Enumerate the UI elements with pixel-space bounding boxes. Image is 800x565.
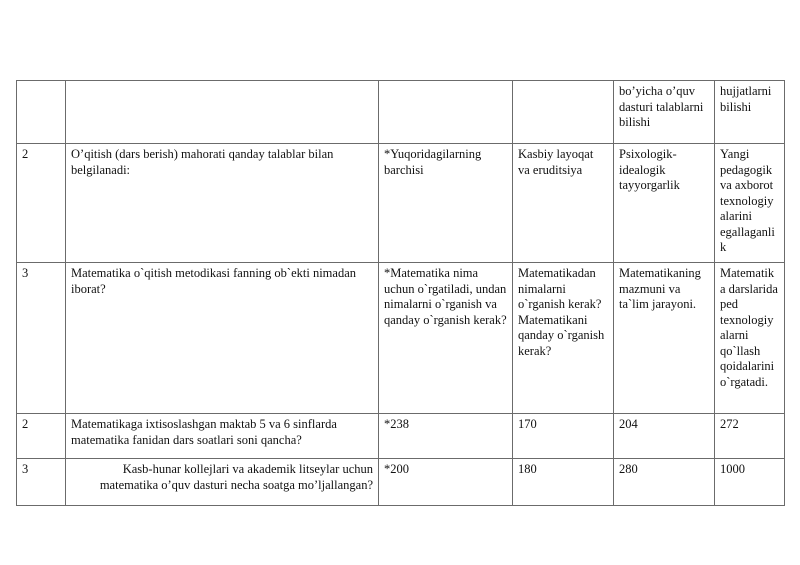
question-number: 2 [17,414,66,459]
answer-option-3: Matematikaning mazmuni va ta`lim jarayoni. [614,263,715,414]
table-row [17,459,785,506]
answer-option-2: Matematikadan nimalarni o`rganish kerak? Matematikani qanday o`rganish kerak? [513,263,614,414]
question-text [66,81,379,144]
answer-option-4: 1000 [715,459,785,506]
question-text: Matematikaga ixtisoslashgan maktab 5 va 6 sinflarda matematika fanidan dars soatlari soni qancha? [66,414,379,459]
answer-option-1: *200 [379,459,513,506]
answer-option-2 [513,81,614,144]
table-row [17,263,785,414]
answer-option-4: Matematik a darslarida ped texnologiy alarni qo`llash qoidalarini o`rgatadi. [715,263,785,414]
answer-option-4: 272 [715,414,785,459]
answer-option-4: hujjatlarni bilishi [715,81,785,144]
test-questions-table [16,80,785,506]
question-number: 3 [17,263,66,414]
answer-option-3: bo’yicha o’quv dasturi talablarni bilishi [614,81,715,144]
table-row [17,81,785,144]
answer-option-2: Kasbiy layoqat va eruditsiya [513,144,614,263]
question-text: O’qitish (dars berish) mahorati qanday talablar bilan belgilanadi: [66,144,379,263]
answer-option-1: *238 [379,414,513,459]
answer-option-4: Yangi pedagogik va axborot texnologiy alarini egallaganli k [715,144,785,263]
question-number: 3 [17,459,66,506]
answer-option-1 [379,81,513,144]
question-text: Matematika o`qitish metodikasi fanning ob`ekti nimadan iborat? [66,263,379,414]
answer-option-3: 204 [614,414,715,459]
answer-option-2: 170 [513,414,614,459]
answer-option-3: 280 [614,459,715,506]
table-row [17,414,785,459]
answer-option-2: 180 [513,459,614,506]
answer-option-3: Psixologik- idealogik tayyorgarlik [614,144,715,263]
question-text: Kasb-hunar kollejlari va akademik litseylar uchun matematika o’quv dasturi necha soatga mo’ljallangan? [66,459,379,506]
question-number [17,81,66,144]
answer-option-1: *Matematika nima uchun o`rgatiladi, undan nimalarni o`rganish va qanday o`rganish kerak? [379,263,513,414]
table-row [17,144,785,263]
answer-option-1: *Yuqoridagilarning barchisi [379,144,513,263]
question-number: 2 [17,144,66,263]
